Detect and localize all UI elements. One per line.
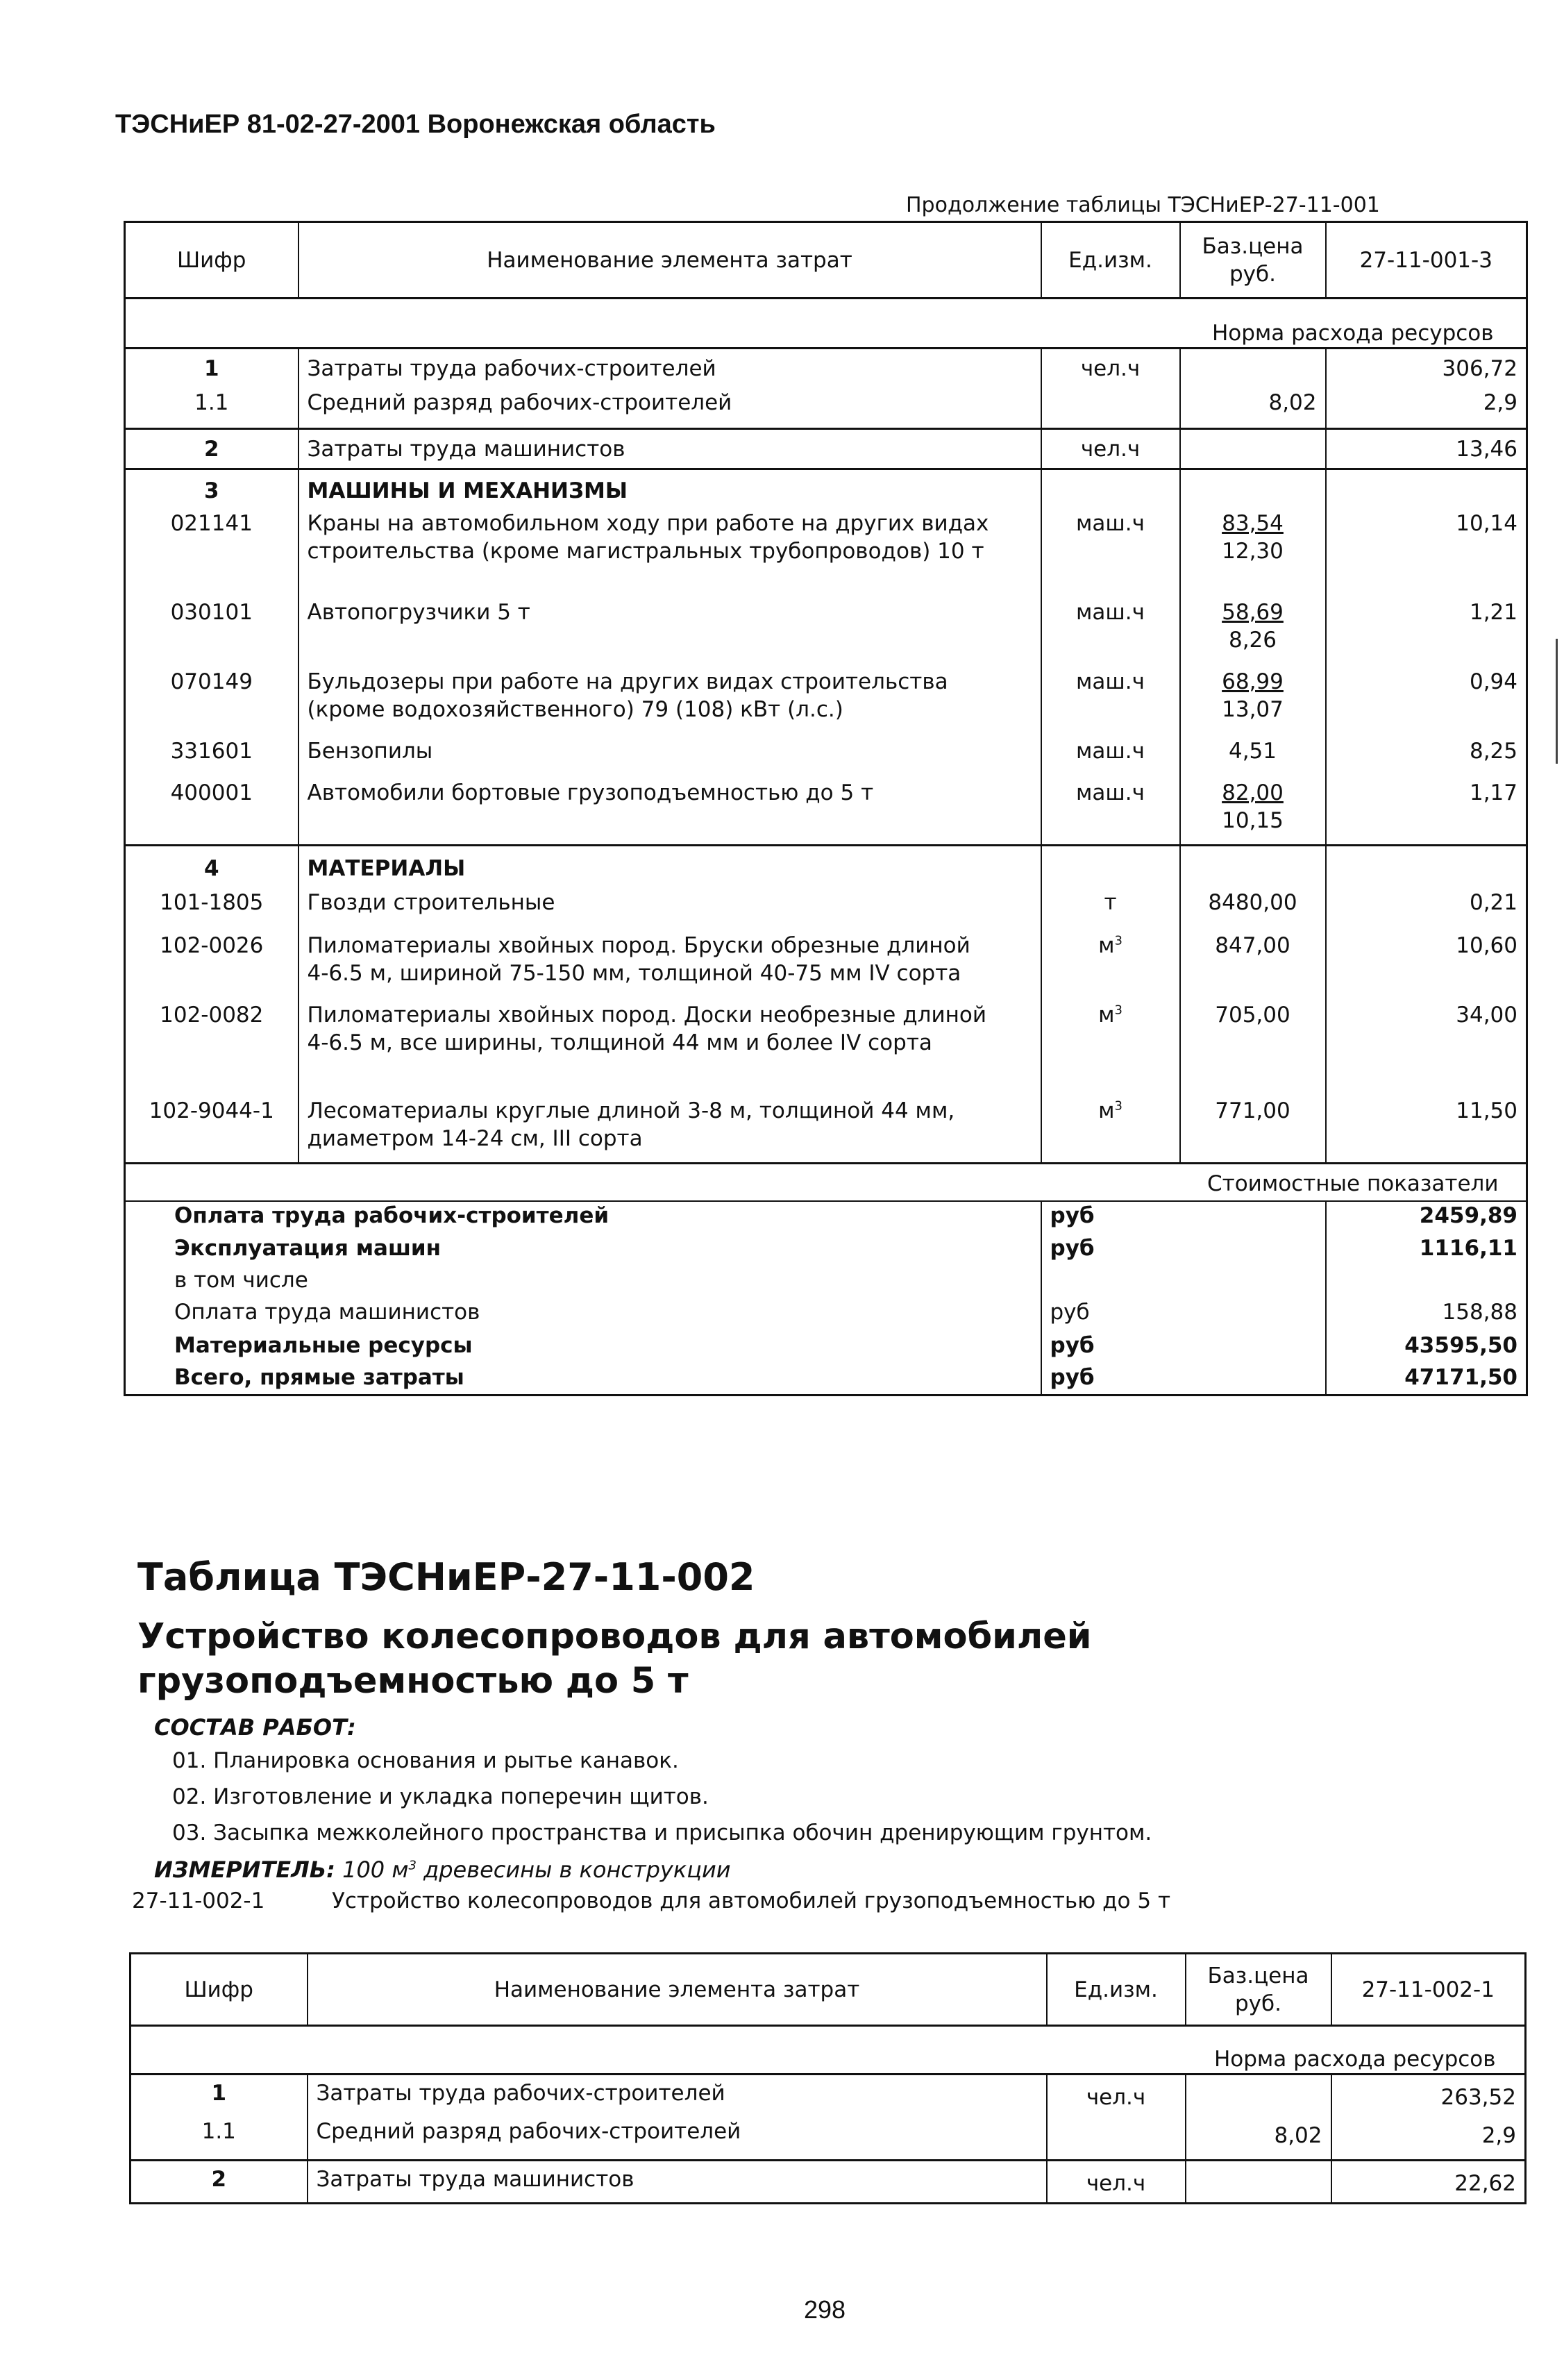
table-row: 3 МАШИНЫ И МЕХАНИЗМЫ bbox=[125, 469, 1527, 510]
scan-edge-mark bbox=[1556, 639, 1558, 764]
cost-row: Эксплуатация машин руб 1116,11 bbox=[125, 1234, 1527, 1266]
table-row: 400001 Автомобили бортовые грузоподъемностью до 5 т маш.ч 82,00 10,15 1,17 bbox=[125, 779, 1527, 846]
table-row: 021141 Краны на автомобильном ходу при работе на других видах строительства (кроме магистральных трубопроводов) 10 т маш.ч 83,54 12,30 10,14 bbox=[125, 510, 1527, 598]
table-row: 102-0082 Пиломатериалы хвойных пород. Доски необрезные длиной 4-6.5 м, все ширины, толщиной 44 мм и более IV сорта $м^3$ 705,00 34,00 bbox=[125, 1001, 1527, 1097]
works-label: СОСТАВ РАБОТ: bbox=[154, 1714, 356, 1741]
col-header-norm: 27-11-001-3 bbox=[1326, 222, 1527, 299]
page-header: ТЭСНиЕР 81-02-27-2001 Воронежская область bbox=[115, 110, 716, 139]
table-row: 102-0026 Пиломатериалы хвойных пород. Бруски обрезные длиной 4-6.5 м, шириной 75-150 мм, толщиной 40-75 мм IV сорта $м^3$ 847,00 10,60 bbox=[125, 932, 1527, 1001]
table-row: 1 Затраты труда рабочих-строителей чел.ч 306,72 bbox=[125, 349, 1527, 389]
resource-table-2 bbox=[129, 1952, 1527, 2204]
section-cost-label: Стоимостные показатели bbox=[1180, 1164, 1527, 1201]
table-row: 331601 Бензопилы маш.ч 4,51 8,25 bbox=[125, 737, 1527, 779]
col-header-code: Шифр bbox=[125, 222, 298, 299]
col-header-unit: Ед.изм. bbox=[1047, 1954, 1186, 2026]
section-norm-label: Норма расхода ресурсов bbox=[1186, 2045, 1526, 2075]
page-number: 298 bbox=[804, 2295, 846, 2324]
table-row: 030101 Автопогрузчики 5 т маш.ч 58,69 8,26 1,21 bbox=[125, 598, 1527, 668]
table-row: 1 Затраты труда рабочих-строителей чел.ч 263,52 bbox=[131, 2075, 1526, 2118]
work-item: 03. Засыпка межколейного пространства и присыпка обочин дренирующим грунтом. bbox=[172, 1820, 1152, 1845]
table-row: 070149 Бульдозеры при работе на других видах строительства (кроме водохозяйственного) 79 (108) кВт (л.с.) маш.ч 68,99 13,07 0,94 bbox=[125, 668, 1527, 737]
col-header-unit: Ед.изм. bbox=[1041, 222, 1180, 299]
cost-row: Всего, прямые затраты руб 47171,50 bbox=[125, 1364, 1527, 1396]
table-row: 102-9044-1 Лесоматериалы круглые длиной 3-8 м, толщиной 44 мм, диаметром 14-24 см, III сорта $м^3$ 771,00 11,50 bbox=[125, 1097, 1527, 1164]
norm-code: 27-11-002-1 bbox=[132, 1888, 265, 1913]
col-header-name: Наименование элемента затрат bbox=[308, 1954, 1047, 2026]
meter-label: ИЗМЕРИТЕЛЬ: bbox=[154, 1857, 335, 1883]
section-norm-label: Норма расхода ресурсов bbox=[1180, 319, 1527, 349]
table-row: 2 Затраты труда машинистов чел.ч 22,62 bbox=[131, 2161, 1526, 2204]
table-continuation-note: Продолжение таблицы ТЭСНиЕР-27-11-001 bbox=[906, 193, 1380, 217]
col-header-price: Баз.цена руб. bbox=[1186, 1954, 1331, 2026]
col-header-name: Наименование элемента затрат bbox=[298, 222, 1041, 299]
table-row: 1.1 Средний разряд рабочих-строителей 8,02 2,9 bbox=[131, 2118, 1526, 2161]
resource-table-1 bbox=[124, 221, 1528, 1396]
table-title: Таблица ТЭСНиЕР-27-11-002 bbox=[137, 1555, 755, 1599]
table-row: 2 Затраты труда машинистов чел.ч 13,46 bbox=[125, 429, 1527, 469]
cost-row: Оплата труда машинистов руб 158,88 bbox=[125, 1298, 1527, 1332]
cost-row: Оплата труда рабочих-строителей руб 2459,89 bbox=[125, 1201, 1527, 1234]
table-row: 4 МАТЕРИАЛЫ bbox=[125, 846, 1527, 889]
work-item: 01. Планировка основания и рытье канавок. bbox=[172, 1748, 679, 1773]
table-row: 1.1 Средний разряд рабочих-строителей 8,02 2,9 bbox=[125, 389, 1527, 429]
table-row: 101-1805 Гвозди строительные т 8480,00 0,21 bbox=[125, 889, 1527, 932]
table-subtitle: Устройство колесопроводов для автомобилей грузоподъемностью до 5 т bbox=[137, 1616, 1092, 1702]
norm-code-description: Устройство колесопроводов для автомобилей грузоподъемностью до 5 т bbox=[332, 1888, 1171, 1913]
cost-row: в том числе bbox=[125, 1266, 1527, 1298]
col-header-price: Баз.цена руб. bbox=[1180, 222, 1326, 299]
work-item: 02. Изготовление и укладка поперечин щитов. bbox=[172, 1784, 709, 1809]
col-header-code: Шифр bbox=[131, 1954, 308, 2026]
col-header-norm: 27-11-002-1 bbox=[1331, 1954, 1526, 2026]
meter-line: ИЗМЕРИТЕЛЬ: 100 $м^3$ древесины в конструкции bbox=[154, 1857, 731, 1883]
cost-row: Материальные ресурсы руб 43595,50 bbox=[125, 1332, 1527, 1364]
